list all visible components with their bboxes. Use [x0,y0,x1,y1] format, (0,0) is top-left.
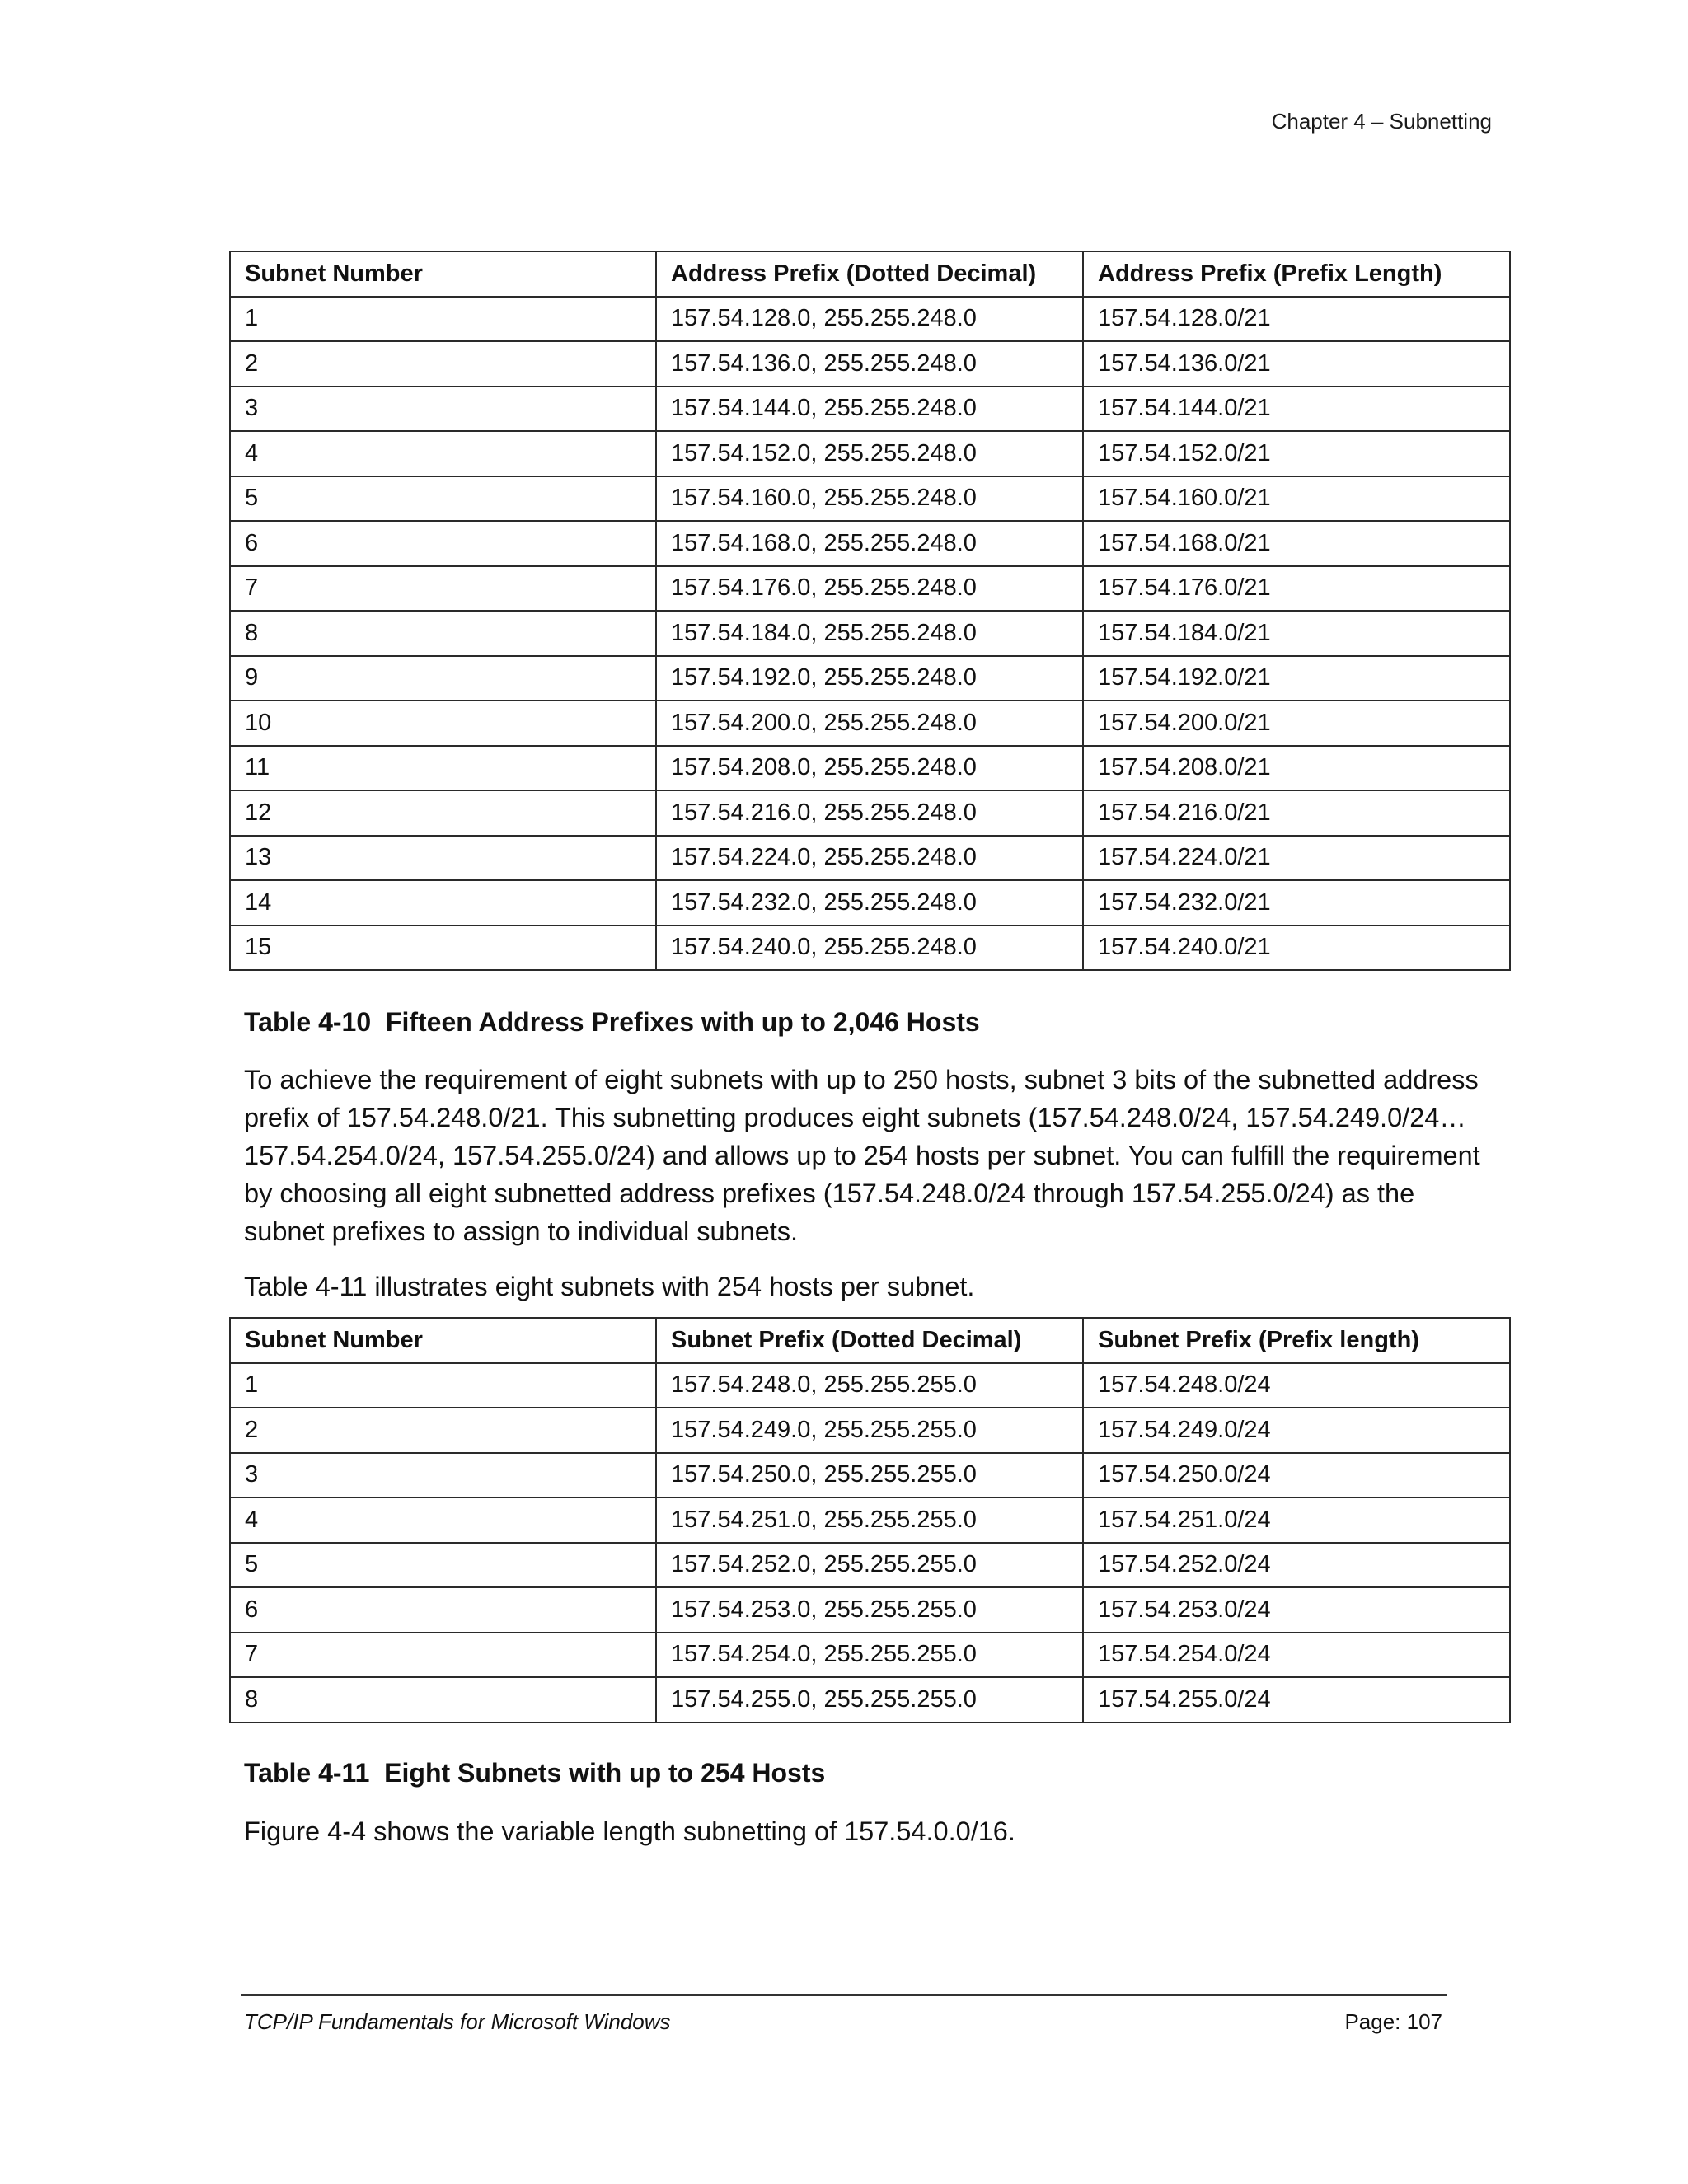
table-cell: 157.54.249.0, 255.255.255.0 [656,1408,1083,1453]
table-cell: 157.54.184.0, 255.255.248.0 [656,611,1083,656]
table-cell: 157.54.254.0, 255.255.255.0 [656,1633,1083,1678]
address-prefix-table [229,251,1511,971]
table-cell: 157.54.252.0, 255.255.255.0 [656,1543,1083,1588]
table-row [230,297,1510,342]
table-cell: 1 [230,1363,656,1408]
footer-divider [241,1994,1447,1996]
table-cell: 157.54.251.0, 255.255.255.0 [656,1497,1083,1543]
table-header-row [230,1318,1510,1363]
table-cell: 8 [230,611,656,656]
table-cell: 157.54.250.0, 255.255.255.0 [656,1453,1083,1498]
table-cell: 6 [230,1587,656,1633]
table-caption: Table 4-11 Eight Subnets with up to 254 Hosts [244,1758,826,1788]
table-cell: 157.54.200.0/21 [1083,701,1510,746]
table-row [230,1543,1510,1588]
table-cell: 157.54.160.0/21 [1083,476,1510,522]
table-cell: 157.54.250.0/24 [1083,1453,1510,1498]
table-cell: 157.54.251.0/24 [1083,1497,1510,1543]
table-cell: 157.54.208.0/21 [1083,746,1510,791]
table-cell: 157.54.252.0/24 [1083,1543,1510,1588]
table-cell: 157.54.240.0, 255.255.248.0 [656,926,1083,971]
table-row [230,836,1510,881]
table-cell: 157.54.224.0/21 [1083,836,1510,881]
table-row [230,611,1510,656]
table-body [230,1363,1510,1722]
table-cell: 157.54.192.0/21 [1083,656,1510,701]
table-caption: Table 4-10 Fifteen Address Prefixes with up to 2,046 Hosts [244,1007,980,1037]
table-row [230,746,1510,791]
body-paragraph: To achieve the requirement of eight subnets with up to 250 hosts, subnet 3 bits of the subnetted address prefix of 157.54.248.0/21. This subnetting produces eight subnets (157.54.248.0/24, 157.54.249.0/24…157.54.254.0/24, 157.54.255.0/24) and allows up to 254 hosts per subnet. You can fulfill the requirement by choosing all eight subnetted address prefixes (157.54.248.0/24 through 157.54.255.0/24) as the subnet prefixes to assign to individual subnets. [244,1065,1480,1246]
table-row [230,1633,1510,1678]
table-cell: 157.54.176.0, 255.255.248.0 [656,566,1083,612]
footer-page-number: Page: 107 [1344,2009,1442,2034]
table-cell: 157.54.168.0/21 [1083,521,1510,566]
table-row [230,387,1510,432]
table-row [230,1497,1510,1543]
footer-book-title: TCP/IP Fundamentals for Microsoft Windows [244,2009,671,2034]
table-cell: 6 [230,521,656,566]
page-header-chapter: Chapter 4 – Subnetting [1271,109,1492,134]
table-row [230,1363,1510,1408]
table-row [230,880,1510,926]
table-cell: 157.54.232.0/21 [1083,880,1510,926]
table-cell: 157.54.152.0, 255.255.248.0 [656,431,1083,476]
column-header: Subnet Number [230,251,656,297]
table-cell: 1 [230,297,656,342]
table-cell: 11 [230,746,656,791]
table-row [230,521,1510,566]
table-cell: 2 [230,1408,656,1453]
table-row [230,476,1510,522]
table-cell: 157.54.249.0/24 [1083,1408,1510,1453]
table-row [230,656,1510,701]
table-cell: 157.54.255.0, 255.255.255.0 [656,1677,1083,1722]
table-body [230,297,1510,971]
table-cell: 157.54.200.0, 255.255.248.0 [656,701,1083,746]
table-cell: 8 [230,1677,656,1722]
table-cell: 3 [230,1453,656,1498]
column-header: Subnet Prefix (Dotted Decimal) [656,1318,1083,1363]
table-header-row [230,251,1510,297]
table-cell: 157.54.248.0, 255.255.255.0 [656,1363,1083,1408]
table-cell: 7 [230,1633,656,1678]
table-cell: 15 [230,926,656,971]
table-cell: 157.54.232.0, 255.255.248.0 [656,880,1083,926]
table-cell: 7 [230,566,656,612]
column-header: Subnet Prefix (Prefix length) [1083,1318,1510,1363]
table-cell: 157.54.152.0/21 [1083,431,1510,476]
table-cell: 4 [230,431,656,476]
table-row [230,341,1510,387]
table-cell: 5 [230,1543,656,1588]
table-cell: 157.54.168.0, 255.255.248.0 [656,521,1083,566]
table-cell: 157.54.136.0, 255.255.248.0 [656,341,1083,387]
table-cell: 157.54.253.0, 255.255.255.0 [656,1587,1083,1633]
table-row [230,1677,1510,1722]
table-row [230,1587,1510,1633]
table-cell: 3 [230,387,656,432]
table-row [230,926,1510,971]
table-cell: 4 [230,1497,656,1543]
table-cell: 157.54.176.0/21 [1083,566,1510,612]
table-cell: 157.54.240.0/21 [1083,926,1510,971]
table-cell: 157.54.216.0/21 [1083,790,1510,836]
table-cell: 13 [230,836,656,881]
table-row [230,1408,1510,1453]
body-paragraph: Table 4-11 illustrates eight subnets with 254 hosts per subnet. [244,1272,975,1301]
table-cell: 157.54.208.0, 255.255.248.0 [656,746,1083,791]
table-cell: 157.54.216.0, 255.255.248.0 [656,790,1083,836]
table-cell: 157.54.192.0, 255.255.248.0 [656,656,1083,701]
table-cell: 157.54.160.0, 255.255.248.0 [656,476,1083,522]
table-cell: 157.54.224.0, 255.255.248.0 [656,836,1083,881]
table-cell: 157.54.184.0/21 [1083,611,1510,656]
table-cell: 157.54.144.0/21 [1083,387,1510,432]
table-row [230,701,1510,746]
table-cell: 9 [230,656,656,701]
table-cell: 157.54.136.0/21 [1083,341,1510,387]
table-row [230,1453,1510,1498]
table-cell: 157.54.254.0/24 [1083,1633,1510,1678]
body-paragraph: Figure 4-4 shows the variable length subnetting of 157.54.0.0/16. [244,1816,1015,1846]
table-cell: 157.54.248.0/24 [1083,1363,1510,1408]
table-cell: 2 [230,341,656,387]
table-row [230,790,1510,836]
table-cell: 14 [230,880,656,926]
table-row [230,566,1510,612]
table-cell: 157.54.253.0/24 [1083,1587,1510,1633]
table-cell: 157.54.144.0, 255.255.248.0 [656,387,1083,432]
table-row [230,431,1510,476]
column-header: Address Prefix (Prefix Length) [1083,251,1510,297]
column-header: Subnet Number [230,1318,656,1363]
table-cell: 12 [230,790,656,836]
column-header: Address Prefix (Dotted Decimal) [656,251,1083,297]
table-cell: 5 [230,476,656,522]
table-cell: 157.54.255.0/24 [1083,1677,1510,1722]
table-cell: 10 [230,701,656,746]
table-cell: 157.54.128.0, 255.255.248.0 [656,297,1083,342]
table-cell: 157.54.128.0/21 [1083,297,1510,342]
subnet-prefix-table [229,1317,1511,1723]
